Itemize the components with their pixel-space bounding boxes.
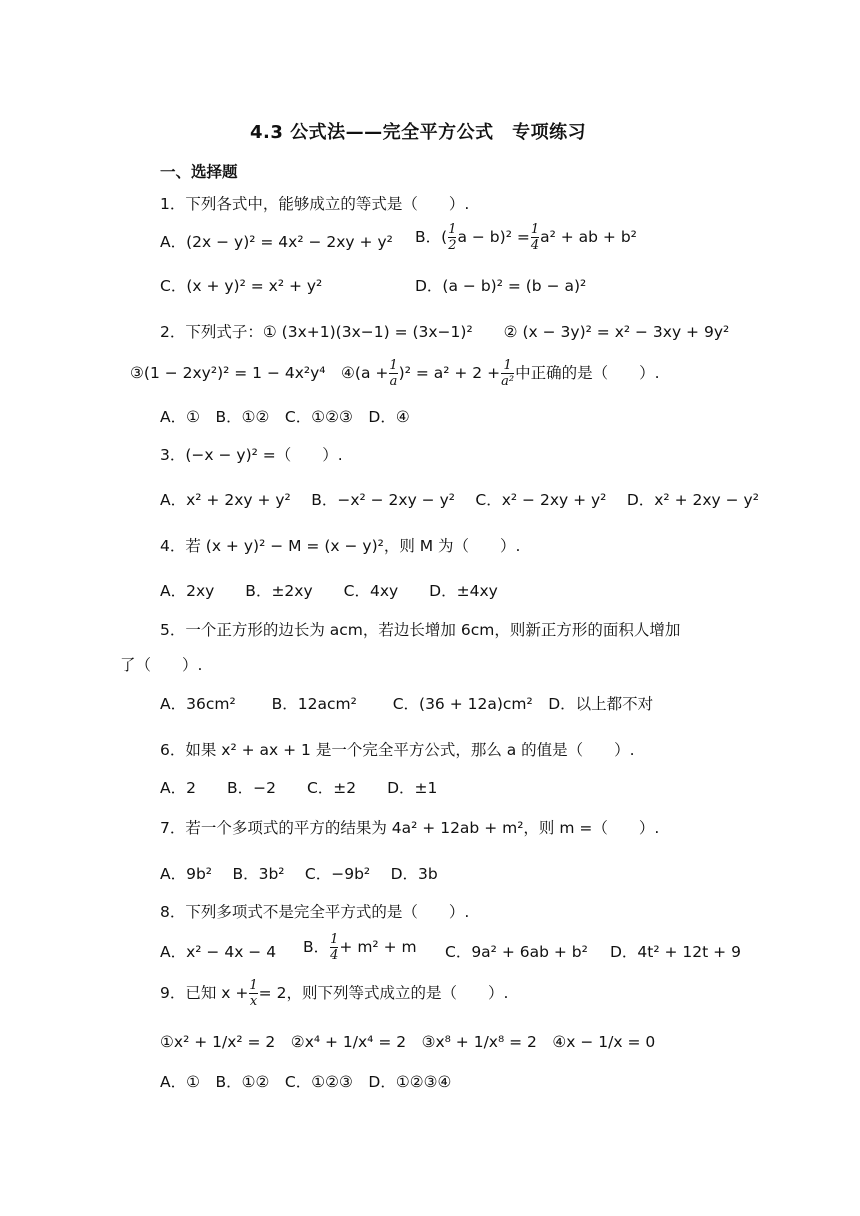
fraction-numerator: 1 [330, 932, 339, 947]
q2-line2-suffix: 中正确的是（ ）. [515, 364, 660, 382]
section-heading: 一、选择题 [160, 163, 238, 181]
q4-stem: 4．若 (x + y)² − M = (x − y)²，则 M 为（ ）. [160, 537, 521, 555]
q2-stem-line2 [130, 358, 660, 389]
fraction-denominator: 4 [330, 948, 339, 963]
q8-option-c: C．9a² + 6ab + b² [445, 943, 588, 961]
q6-stem: 6．如果 x² + ax + 1 是一个完全平方公式，那么 a 的值是（ ）. [160, 741, 635, 759]
q1-option-b-middle: a − b)² = [457, 228, 530, 246]
q8-option-b-prefix: B． [303, 938, 330, 956]
q9-stem [160, 978, 508, 1009]
q6-options: A．2 B．−2 C．±2 D．±1 [160, 779, 438, 797]
fraction-numerator: 1 [249, 978, 258, 993]
q1-option-a: A．(2x − y)² = 4x² − 2xy + y² [160, 233, 393, 251]
fraction-denominator: 4 [530, 238, 540, 253]
q1-option-b-suffix: a² + ab + b² [540, 228, 637, 246]
q5-stem-continued: 了（ ）. [120, 656, 203, 674]
q3-stem: 3．(−x − y)² =（ ）. [160, 446, 343, 464]
fraction-one-quarter [531, 222, 539, 253]
q5-options: A．36cm² B．12acm² C．(36 + 12a)cm² D．以上都不对 [160, 695, 654, 713]
q8-stem: 8．下列多项式不是完全平方式的是（ ）. [160, 903, 470, 921]
fraction-one-half [448, 222, 456, 253]
q1-stem: 1．下列各式中，能够成立的等式是（ ）. [160, 195, 470, 213]
fraction-denominator: a² [501, 374, 515, 389]
fraction-denominator: 2 [448, 238, 457, 253]
q1-option-d: D．(a − b)² = (b − a)² [415, 277, 587, 295]
page-title: 4.3 公式法——完全平方公式 专项练习 [250, 122, 587, 143]
q3-options: A．x² + 2xy + y² B．−x² − 2xy − y² C．x² − 2xy + y² D．x² + 2xy − y² [160, 491, 759, 509]
q2-options: A．① B．①② C．①②③ D．④ [160, 408, 410, 426]
fraction-numerator: 1 [389, 358, 398, 373]
fraction-one-over-x [249, 978, 257, 1009]
q7-options: A．9b² B．3b² C．−9b² D．3b [160, 865, 438, 883]
q1-option-b-prefix: B．( [415, 228, 448, 246]
q9-items: ①x² + 1/x² = 2 ②x⁴ + 1/x⁴ = 2 ③x⁸ + 1/x⁸ = 2 ④x − 1/x = 0 [160, 1033, 656, 1051]
fraction-denominator: x [249, 994, 258, 1009]
q8-option-d: D．4t² + 12t + 9 [610, 943, 741, 961]
q2-line2-prefix: ③(1 − 2xy²)² = 1 − 4x²y⁴ ④(a + [130, 364, 389, 382]
q8-option-a: A．x² − 4x − 4 [160, 943, 277, 961]
q9-stem-suffix: = 2，则下列等式成立的是（ ）. [258, 984, 509, 1002]
q2-line2-middle: )² = a² + 2 + [398, 364, 501, 382]
fraction-numerator: 1 [530, 222, 540, 237]
q1-option-b [415, 222, 637, 253]
q8-option-b-suffix: + m² + m [339, 938, 417, 956]
fraction-denominator: a [389, 374, 398, 389]
q8-option-b [303, 932, 417, 963]
fraction-numerator: 1 [448, 222, 457, 237]
fraction-one-over-a [389, 358, 397, 389]
fraction-one-quarter [330, 932, 338, 963]
q2-stem: 2．下列式子：① (3x+1)(3x−1) = (3x−1)² ② (x − 3y)² = x² − 3xy + 9y² [160, 323, 730, 341]
q9-options: A．① B．①② C．①②③ D．①②③④ [160, 1073, 452, 1091]
q1-option-c: C．(x + y)² = x² + y² [160, 277, 323, 295]
fraction-numerator: 1 [503, 358, 512, 373]
fraction-one-over-a-squared [501, 358, 514, 389]
q4-options: A．2xy B．±2xy C．4xy D．±4xy [160, 582, 498, 600]
q7-stem: 7．若一个多项式的平方的结果为 4a² + 12ab + m²，则 m =（ ）. [160, 819, 660, 837]
q5-stem: 5．一个正方形的边长为 acm，若边长增加 6cm，则新正方形的面积人增加 [160, 621, 681, 639]
q9-stem-prefix: 9．已知 x + [160, 984, 249, 1002]
